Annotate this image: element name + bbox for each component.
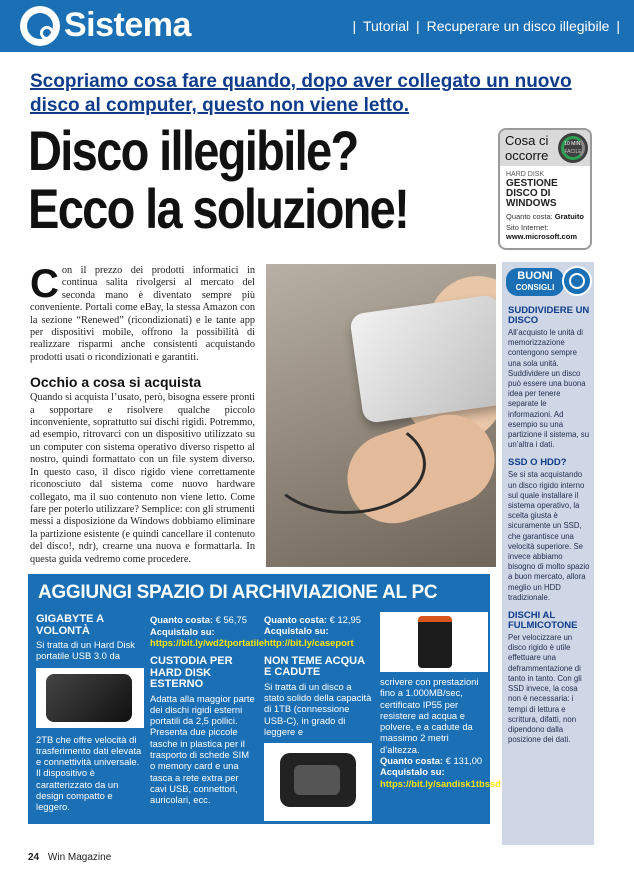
hard-disk-photo — [266, 264, 496, 567]
product-text: scrivere con prestazioni fino a 1.000MB/sec, certificato IP55 per resistere ad acqua e polvere, e a cadute da massimo 2 metri d’altezza. — [380, 676, 479, 755]
requirements-header — [500, 130, 590, 166]
product-text: Si tratta di un Hard Disk portatile USB 3.0 da — [36, 639, 135, 662]
requirements-cost — [506, 212, 590, 221]
breadcrumb-separator: | — [416, 18, 420, 34]
article-kicker: Scopriamo cosa fare quando, dopo aver collegato un nuovo disco al computer, questo non viene letto. — [30, 71, 572, 116]
product-column — [380, 612, 501, 789]
product-buy — [150, 625, 265, 649]
difficulty-gauge-icon — [558, 133, 588, 163]
product-heading: NON TEME ACQUA E CADUTE — [264, 654, 365, 679]
product-column — [150, 614, 265, 806]
breadcrumb-item: Recuperare un disco illegibile — [426, 18, 610, 34]
section-header — [0, 0, 634, 52]
requirements-title: Cosa ci occorre — [505, 133, 549, 163]
requirements-box — [498, 128, 592, 250]
article-title — [28, 119, 431, 240]
tips-badge — [506, 266, 592, 298]
tip-text: Per velocizzare un disco rigido è utile effettuare una deframmentazione di tanto in tanto. Con gli SSD invece, la cosa non è necessaria: i tempi di lettura e scrittura, difatti, non dipendono dalla posizione dei dati. — [508, 633, 582, 745]
drop-cap: C — [30, 262, 59, 306]
storage-box-title: AGGIUNGI SPAZIO DI ARCHIVIAZIONE AL PC — [38, 582, 438, 603]
section-brand: Sistema — [64, 6, 191, 44]
tip-title: SSD O HDD? — [508, 457, 567, 469]
cost-value: € 131,00 — [445, 755, 483, 767]
requirements-product: GESTIONE DISCO DI WINDOWS — [506, 178, 558, 209]
buy-label: Acquistalo su: — [150, 625, 215, 637]
page-number: 24 — [28, 852, 40, 863]
buy-label: Acquistalo su: — [380, 766, 445, 778]
tips-badge-label — [506, 268, 564, 296]
site-link[interactable]: www.microsoft.com — [506, 232, 577, 241]
magazine-name: Win Magazine — [47, 852, 112, 863]
cost-value: Gratuito — [554, 212, 584, 221]
tips-badge-line: BUONI — [517, 270, 553, 282]
requirements-body — [506, 170, 590, 241]
buy-label: Acquistalo su: — [264, 625, 329, 637]
cost-value: € 56,75 — [215, 614, 247, 625]
portable-hdd-image — [36, 668, 144, 728]
breadcrumb-item: Tutorial — [362, 18, 410, 34]
product-heading: GIGABYTE A VOLONTÀ — [36, 613, 104, 637]
requirements-site — [506, 223, 590, 241]
product-column — [264, 614, 372, 827]
cost-label: Quanto costa: — [150, 614, 214, 625]
gauge-time: 10 MIN. — [564, 141, 582, 147]
site-label: Sito Internet: — [506, 223, 549, 232]
buy-link[interactable]: https://bit.ly/wd2tportatile — [150, 636, 265, 648]
cost-value: € 12,95 — [329, 614, 361, 625]
product-text: 2TB che offre velocità di trasferimento dati elevata e connettività universale. Il dispositivo è caratterizzato da un design compatto e leggero. — [36, 733, 142, 813]
tip-text: Se si sta acquistando un disco rigido interno sul quale installare il sistema operativo, la scelta giusta è sicuramente un SSD, che garantisce una velocità superiore. Se invece abbiamo bisogno di molto spazio a buon mercato, allora meglio un HDD tradizionale. — [508, 470, 590, 602]
product-text: Si tratta di un disco a stato solido della capacità di 1TB (connessione USB-C), in grado di leggere e — [264, 680, 372, 738]
article-title-line: Disco illegibile? — [28, 119, 358, 182]
cost-label: Quanto costa: — [506, 212, 553, 221]
sistema-logo-icon — [20, 6, 60, 46]
product-heading: CUSTODIA PER HARD DISK ESTERNO — [150, 655, 233, 691]
product-cost — [380, 755, 486, 766]
cost-label: Quanto costa: — [380, 755, 444, 767]
breadcrumb — [349, 18, 620, 34]
intro-paragraph: on il prezzo dei prodotti informatici in continua salita rivolgersi al mercato del seconda mano è diventato sempre più conveniente. Portali come eBay, la stessa Amazon con la sezione “Renewed” (ricondizionati) e le tante app per dispositivi mobile, offrono la possibilità di realizzare risparmi anche consistenti acquistando prodotti usati o ricondizionati e garantiti. — [30, 265, 255, 363]
product-cost — [150, 614, 256, 626]
product-text: Adatta alla maggior parte dei dischi rigidi esterni portatili da 2,5 pollici. Presenta due piccole tasche in plastica per il trasporto di schede SIM o memory card e una tasca a rete extra per cavi USB, connettori, auricolari, ecc. — [150, 692, 255, 806]
buy-link[interactable]: https://bit.ly/sandisk1tbssd — [380, 777, 501, 789]
globe-icon — [562, 266, 592, 296]
product-column — [36, 614, 144, 813]
breadcrumb-separator: | — [616, 18, 620, 34]
section-paragraph: Quando si acquista l’usato, però, bisogna essere pronti a sopportare e risolvere qualche piccolo inconveniente, soprattutto sui dischi rigidi. Potremmo, ad esempio, ritrovarci con un dispositivo utilizzato su un computer con sistema operativo diverso rispetto al nostro, quindi formattato con un file system diverso. In questo caso, il disco rigido viene correttamente riconosciuto dal sistema come nuovo hardware collegato, ma il suo contenuto non viene letto. Come fare per poterlo utilizzare? Semplice: con gli strumenti messi a disposizione da Windows dobbiamo eliminare la partizione esistente (e quindi cancellare il contenuto del disco!, ndr), crearne una nuova e formattarla. In questa guida vedremo come procedere. — [30, 392, 256, 565]
section-heading: Occhio a cosa si acquista — [30, 374, 202, 391]
hdd-case-image — [264, 743, 372, 821]
product-buy — [380, 766, 501, 789]
page-footer — [28, 852, 111, 863]
tip-text: All’acquisto le unità di memorizzazione contengono sempre una sola unità. Suddividere un disco può essere una buona idea per tenere separate le informazioni. Ad esempio su una partizione il sistema, su un’altra i dati. — [508, 328, 590, 450]
storage-products-box — [28, 574, 501, 824]
tips-list — [508, 306, 590, 745]
gauge-level: FACILE — [564, 149, 582, 155]
tip-title: DISCHI AL FULMICOTONE — [508, 610, 578, 632]
cost-label: Quanto costa: — [264, 614, 328, 625]
tip-title: SUDDIVIDERE UN DISCO — [508, 305, 590, 326]
tips-sidebar — [502, 262, 594, 845]
article-title-line: Ecco la soluzione! — [28, 177, 409, 240]
tips-badge-line: CONSIGLI — [515, 283, 555, 292]
breadcrumb-separator: | — [352, 18, 357, 34]
requirements-category: HARD DISK — [506, 171, 545, 178]
buy-link[interactable]: http://bit.ly/caseport — [264, 636, 354, 648]
article-body — [30, 262, 256, 566]
portable-ssd-image — [380, 612, 488, 672]
product-cost — [264, 614, 372, 625]
